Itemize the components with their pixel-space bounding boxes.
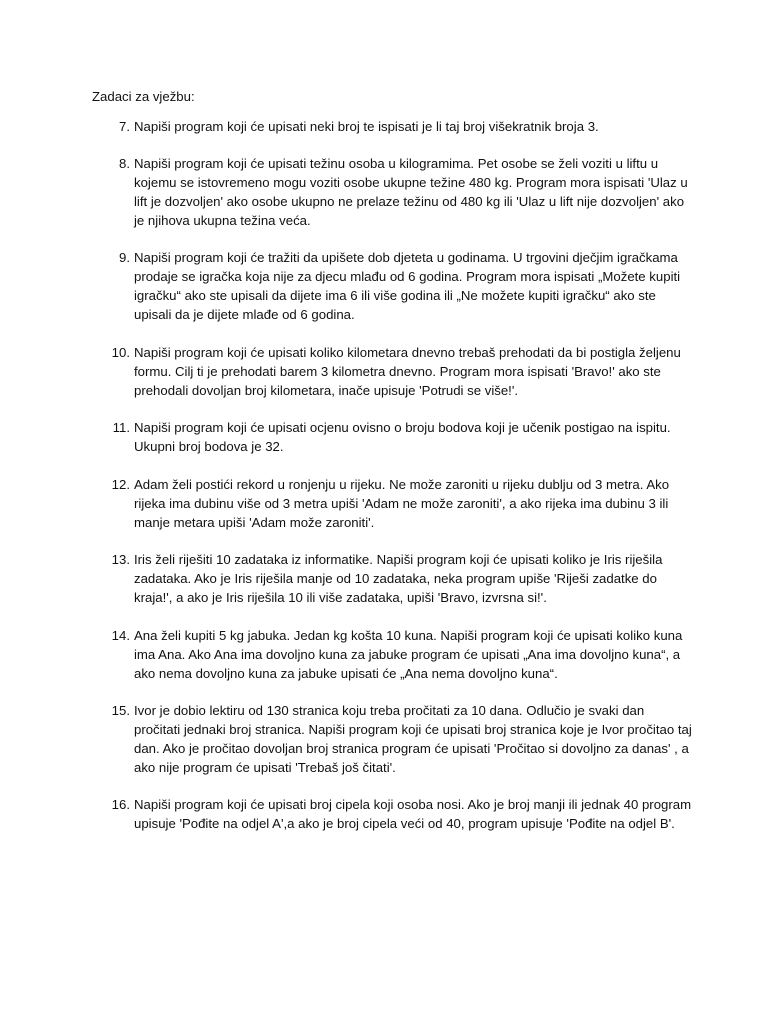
task-text: Napiši program koji će upisati ocjenu ovisno o broju bodova koji je učenik postigao na ispitu. Ukupni broj bodova je 32. [134, 420, 671, 454]
page-heading: Zadaci za vježbu: [92, 89, 195, 104]
task-text: Napiši program koji će tražiti da upišete dob djeteta u godinama. U trgovini dječjim igračkama prodaje se igračka koja nije za djecu mlađu od 6 godina. Program mora ispisati „Možete kupiti igračku“ ako ste upisali da dijete ima 6 ili više godina ili „Ne možete kupiti igračku“ ako ste upisali da je dijete mlađe od 6 godina. [134, 250, 681, 322]
task-text: Napiši program koji će upisati broj cipela koji osoba nosi. Ako je broj manji ili jednak 40 program upisuje 'Pođite na odjel A',a ako je broj cipela veći od 40, program upisuje 'Pođite na odjel B'. [134, 797, 692, 831]
task-item-14 [104, 626, 694, 683]
task-text: Adam želi postići rekord u ronjenju u rijeku. Ne može zaroniti u rijeku dublju od 3 metra. Ako rijeka ima dubinu više od 3 metra upiši 'Adam ne može zaroniti', a ako rijeka ima dubinu 3 ili manje metara upiši 'Adam može zaroniti'. [134, 477, 670, 530]
task-number: 14. [111, 628, 130, 643]
task-item-16 [104, 795, 694, 833]
task-item-12 [104, 475, 694, 532]
task-item-11 [104, 418, 694, 456]
task-text: Napiši program koji će upisati neki broj te ispisati je li taj broj višekratnik broja 3. [134, 119, 599, 134]
task-number: 8. [119, 156, 130, 171]
task-number: 11. [112, 420, 130, 435]
task-text: Ivor je dobio lektiru od 130 stranica koju treba pročitati za 10 dana. Odlučio je svaki dan pročitati jednaki broj stranica. Napiši program koji će upisati broj stranica koje je Ivor pročitao taj dan. Ako je pročitao dovoljan broj stranica program će upisati 'Pročitao si dovoljno za danas' , a ako nije program će upisati 'Trebaš još čitati'. [134, 703, 692, 775]
task-item-9 [104, 248, 694, 324]
task-item-8 [104, 154, 694, 230]
task-text: Iris želi riješiti 10 zadataka iz informatike. Napiši program koji će upisati koliko je Iris riješila zadataka. Ako je Iris riješila manje od 10 zadataka, neka program upiše 'Riješi zadatke do kraja!', a ako je Iris riješila 10 ili više zadataka, upiši 'Bravo, izvrsna si!'. [134, 552, 663, 605]
task-text: Ana želi kupiti 5 kg jabuka. Jedan kg košta 10 kuna. Napiši program koji će upisati koliko kuna ima Ana. Ako Ana ima dovoljno kuna za jabuke program će upisati „Ana ima dovoljno kuna“, a ako nema dovoljno kuna za jabuke upisati će „Ana nema dovoljno kuna“. [134, 628, 683, 681]
task-number: 7. [119, 119, 130, 134]
task-item-7 [104, 117, 694, 136]
task-number: 12. [111, 477, 130, 492]
task-number: 13. [111, 552, 130, 567]
task-number: 9. [119, 250, 130, 265]
task-number: 16. [111, 797, 130, 812]
task-item-10 [104, 343, 694, 400]
task-item-13 [104, 550, 694, 607]
task-item-15 [104, 701, 694, 777]
task-number: 15. [111, 703, 130, 718]
task-text: Napiši program koji će upisati koliko kilometara dnevno trebaš prehodati da bi postigla željenu formu. Cilj ti je prehodati barem 3 kilometra dnevno. Program mora ispisati 'Bravo!' ako ste prehodali dovoljan broj kilometara, inače upisuje 'Potrudi se više!'. [134, 345, 681, 398]
task-number: 10. [111, 345, 130, 360]
task-text: Napiši program koji će upisati težinu osoba u kilogramima. Pet osobe se želi voziti u liftu u kojemu se istovremeno mogu voziti osobe ukupne težine 480 kg. Program mora ispisati 'Ulaz u lift je dozvoljen' ako osobe ukupno ne prelaze težinu od 480 kg ili 'Ulaz u lift nije dozvoljen' ako je njihova ukupna težina veća. [134, 156, 688, 228]
